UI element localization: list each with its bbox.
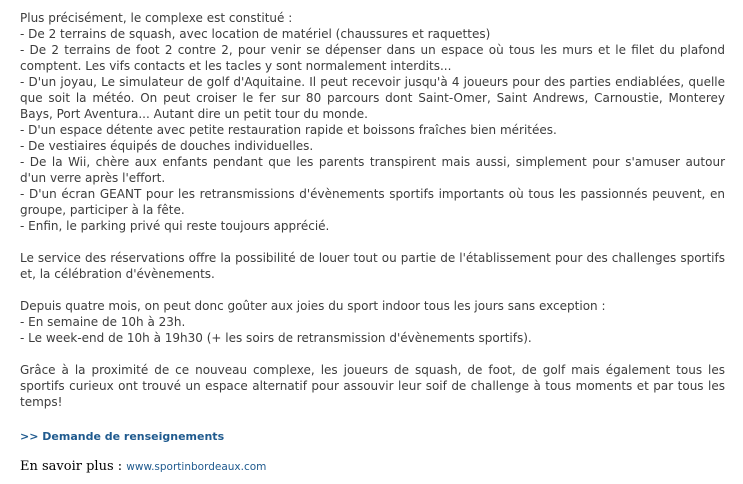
list-item-golf: - D'un joyau, Le simulateur de golf d'Aquitaine. Il peut recevoir jusqu'à 4 joueurs pour des parties endiablées, quelle que soit la météo. On peut croiser le fer sur 80 parcours dont Saint-Omer, Saint Andrews, Carnoustie, Monterey Bays, Port Aventura... Autant dire un petit tour du monde. (20, 75, 725, 121)
complex-intro: Plus précisément, le complexe est constitué : (20, 11, 293, 25)
list-item-screen: - D'un écran GEANT pour les retransmissions d'évènements sportifs importants où tous les passionnés peuvent, en groupe, participer à la fête. (20, 187, 725, 217)
schedule-intro: Depuis quatre mois, on peut donc goûter aux joies du sport indoor tous les jours sans exception : (20, 299, 606, 313)
more-info-line (20, 459, 725, 475)
list-item-parking: - Enfin, le parking privé qui reste toujours apprécié. (20, 219, 330, 233)
more-info-label: En savoir plus : (20, 459, 123, 474)
list-item-relax: - D'un espace détente avec petite restauration rapide et boissons fraîches bien méritées. (20, 123, 557, 137)
spacer (20, 410, 725, 426)
article-body (20, 10, 725, 475)
schedule-weekday: - En semaine de 10h à 23h. (20, 315, 186, 329)
closing-paragraph: Grâce à la proximité de ce nouveau complexe, les joueurs de squash, de foot, de golf mais également tous les sportifs curieux ont trouvé un espace alternatif pour assouvir leur soif de challenge à tous moments et par tous les temps! (20, 363, 725, 409)
spacer (20, 282, 725, 298)
list-item-lockers: - De vestiaires équipés de douches individuelles. (20, 139, 314, 153)
schedule-weekend: - Le week-end de 10h à 19h30 (+ les soirs de retransmission d'évènements sportifs). (20, 331, 532, 345)
website-link[interactable]: www.sportinbordeaux.com (126, 461, 267, 473)
spacer (20, 346, 725, 362)
list-item-foot: - De 2 terrains de foot 2 contre 2, pour venir se dépenser dans un espace où tous les murs et le filet du plafond comptent. Les vifs contacts et les tacles y sont normalement interdits... (20, 43, 725, 73)
spacer (20, 234, 725, 250)
list-item-squash: - De 2 terrains de squash, avec location de matériel (chaussures et raquettes) (20, 27, 491, 41)
reservation-paragraph: Le service des réservations offre la possibilité de louer tout ou partie de l'établissement pour des challenges sportifs et, la célébration d'évènements. (20, 251, 725, 281)
request-info-link[interactable]: >> Demande de renseignements (20, 430, 225, 443)
list-item-wii: - De la Wii, chère aux enfants pendant que les parents transpirent mais aussi, simplement pour s'amuser autour d'un verre après l'effort. (20, 155, 725, 185)
